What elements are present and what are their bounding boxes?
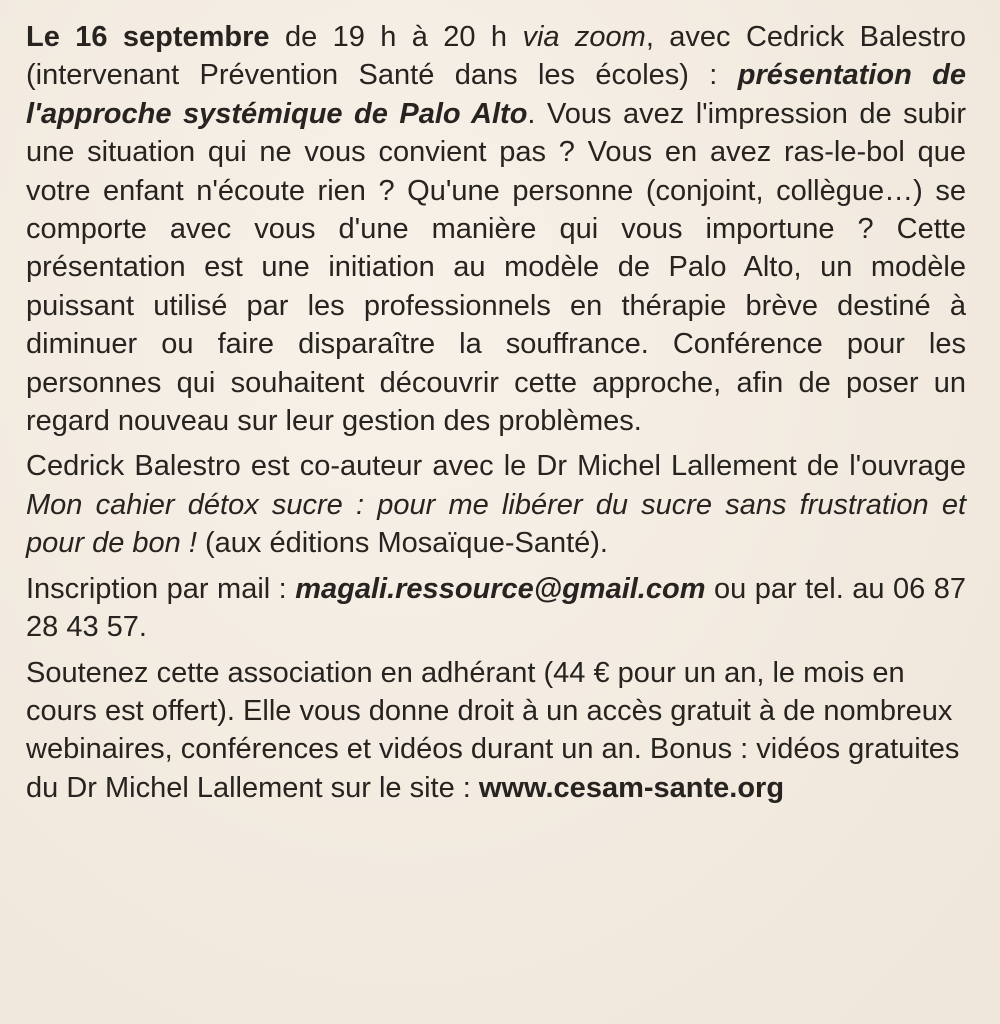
registration-phone: ou par tel. au 06 87 28 43 57.	[26, 572, 966, 644]
membership-text: Soutenez cette association en adhérant (44 € pour un an, le mois en cours est offert). Elle vous donne droit à un accès gratuit à de nombreux webinaires, conférences et vidéos durant un an. Bonus : vidéos gratuites du Dr Michel Lallement sur le site :	[26, 656, 960, 804]
registration-intro: Inscription par mail :	[26, 572, 296, 605]
registration-email[interactable]: magali.ressource@gmail.com	[295, 572, 706, 605]
membership-paragraph	[26, 654, 966, 808]
author-paragraph	[26, 447, 966, 562]
author-intro: Cedrick Balestro est co-auteur avec le Dr Michel Lallement de l'ouvrage	[26, 450, 966, 483]
event-date: Le 16 septembre	[26, 21, 270, 53]
book-publisher: (aux éditions Mosaïque-Santé).	[196, 527, 608, 560]
event-paragraph	[26, 18, 966, 440]
registration-paragraph	[26, 570, 966, 647]
book-title: Mon cahier détox sucre : pour me libérer du sucre sans frustration et pour de bon !	[26, 488, 966, 560]
event-description: . Vous avez l'impression de subir une situation qui ne vous convient pas ? Vous en avez ras-le-bol que votre enfant n'écoute rien ? Qu'une personne (conjoint, collègue…) se comporte avec vous d'une manière qui vous importune ? Cette présentation est une initiation au modèle de Palo Alto, un modèle puissant utilisé par les professionnels en thérapie brève destiné à diminuer ou faire disparaître la souffrance. Conférence pour les personnes qui souhaitent découvrir cette approche, afin de poser un regard nouveau sur leur gestion des problèmes.	[26, 97, 966, 438]
event-title: présentation de l'approche systémique de Palo Alto	[26, 59, 967, 130]
event-platform: via zoom	[522, 21, 646, 53]
event-speaker: , avec Cedrick Balestro (intervenant Prévention Santé dans les écoles) :	[26, 21, 967, 92]
website-link[interactable]: www.cesam-sante.org	[478, 771, 785, 804]
event-time: de 19 h à 20 h	[269, 21, 523, 53]
